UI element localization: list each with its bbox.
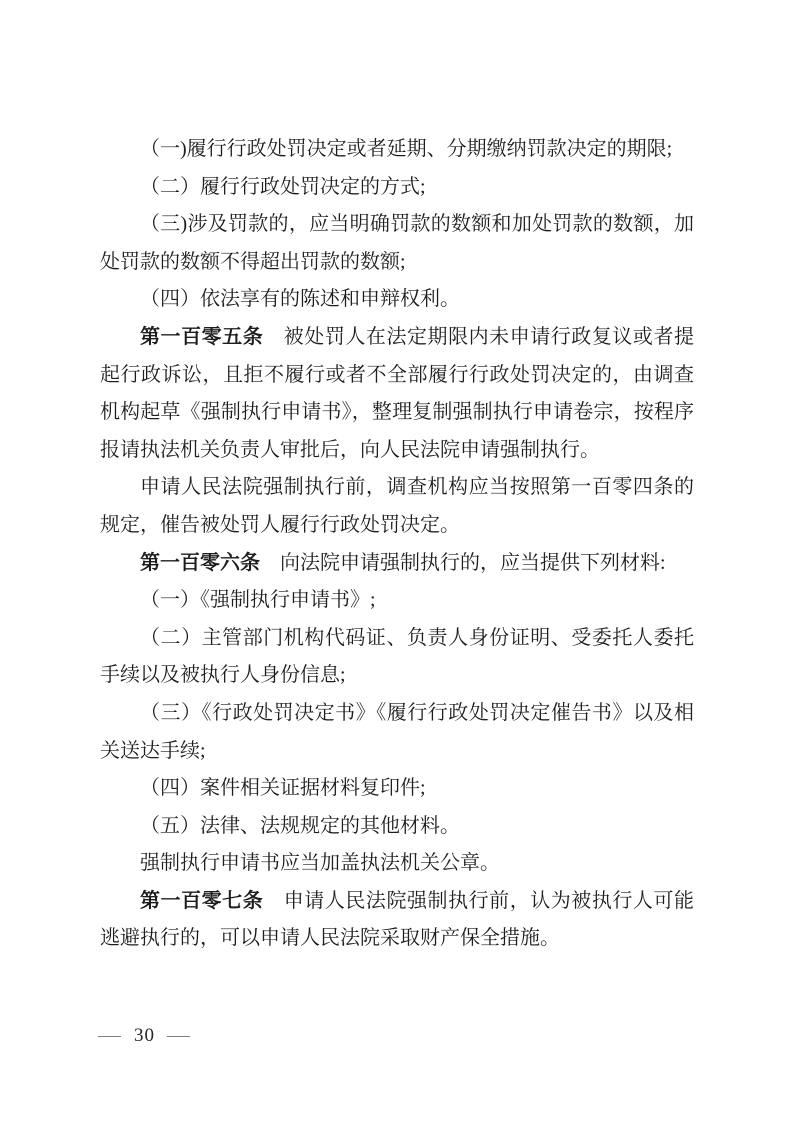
article-number: 第一百零五条 <box>140 325 264 348</box>
paragraph: （四）案件相关证据材料复印件; <box>140 777 426 800</box>
article-number: 第一百零七条 <box>140 889 264 912</box>
paragraph: 强制执行申请书应当加盖执法机关公章。 <box>140 852 500 875</box>
article-paragraph: 第一百零七条 申请人民法院强制执行前，认为被执行人可能逃避执行的，可以申请人民法院采取财产保全措施。 <box>100 889 695 950</box>
paragraph: （四）依法享有的陈述和申辩权利。 <box>140 288 460 311</box>
footer-dash-left: — <box>98 1025 122 1046</box>
article-paragraph: 第一百零六条 向法院申请强制执行的，应当提供下列材料: <box>140 551 666 574</box>
document-body <box>100 131 694 958</box>
paragraph: （五）法律、法规规定的其他材料。 <box>140 814 460 837</box>
paragraph: （二）主管部门机构代码证、负责人身份证明、受委托人委托手续以及被执行人身份信息; <box>100 626 694 687</box>
footer-dash-right: — <box>167 1025 191 1046</box>
paragraph: （一）《强制执行申请书》; <box>140 589 376 612</box>
page-number: 30 <box>134 1025 155 1046</box>
article-paragraph: 第一百零五条 被处罚人在法定期限内未申请行政复议或者提起行政诉讼，且拒不履行或者不全部履行行政处罚决定的，由调查机构起草《强制执行申请书》，整理复制强制执行申请卷宗，按程序报请执法机关负责人审批后，向人民法院申请强制执行。 <box>100 325 695 461</box>
paragraph: （三）《行政处罚决定书》《履行行政处罚决定催告书》以及相关送达手续; <box>100 701 694 762</box>
page-footer <box>100 1023 189 1049</box>
paragraph: （三)涉及罚款的，应当明确罚款的数额和加处罚款的数额，加处罚款的数额不得超出罚款的数额; <box>100 213 694 273</box>
paragraph: （二）履行行政处罚决定的方式; <box>140 175 426 198</box>
paragraph: 申请人民法院强制执行前，调查机构应当按照第一百零四条的规定，催告被处罚人履行行政处罚决定。 <box>100 476 694 536</box>
paragraph: （一)履行行政处罚决定或者延期、分期缴纳罚款决定的期限; <box>140 138 673 160</box>
article-number: 第一百零六条 <box>140 551 260 574</box>
